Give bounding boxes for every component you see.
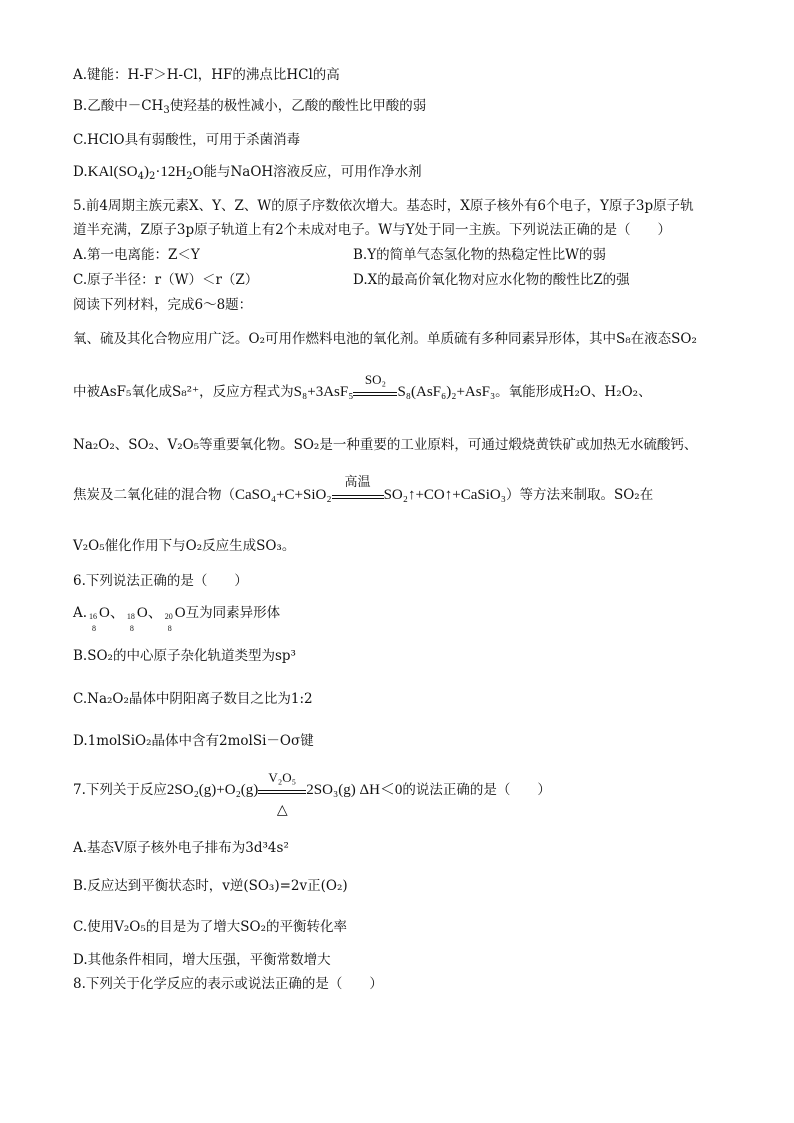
q6-a-label: A. — [73, 605, 88, 621]
q4-b-sub: 3 — [163, 105, 170, 116]
q4-b-text: B.乙酸中－CH — [73, 98, 164, 114]
q6-a-isotopes: 16 8 O、 18 8 O、 20 8 O — [89, 605, 186, 633]
reading-eq1-arrow — [353, 372, 397, 396]
q7-eq-right: 2SO₃(g) ΔH＜0 — [306, 782, 403, 798]
q7-stem-tail: 的说法正确的是（ ） — [402, 782, 551, 798]
q4-b-text-2: 使羟基的极性减小，乙酸的酸性比甲酸的弱 — [169, 98, 427, 114]
q5-stem-line1: 5.前4周期主族元素X、Y、Z、W的原子序数依次增大。基态时，X原子核外有6个电子，Y原子3p原子轨 — [73, 198, 694, 214]
reading-p4-text: 焦炭及二氧化硅的混合物（ — [73, 487, 235, 503]
q7-eq-arrow — [258, 770, 306, 818]
q7-option-d: D.其他条件相同，增大压强，平衡常数增大 — [73, 952, 331, 968]
reading-eq2-arrow — [332, 475, 384, 499]
reading-paragraph-line3: Na₂O₂、SO₂、V₂O₅等重要氧化物。SO₂是一种重要的工业原料，可通过煅烧黄铁矿或加热无水硫酸钙、 — [73, 437, 698, 453]
reading-eq1-right: S₈(AsF₆)₂+AsF₃ — [397, 384, 496, 400]
q4-d-sub2: 2 — [149, 171, 156, 182]
q7-option-b: B.反应达到平衡状态时，v逆(SO₃)=2v正(O₂) — [73, 878, 348, 894]
reading-p2-text: 中被AsF₅氧化成S₈²⁺，反应方程式为 — [73, 384, 294, 400]
q6-option-c: C.Na₂O₂晶体中阴阳离子数目之比为1:2 — [73, 691, 313, 707]
reading-eq2-condition: 高温 — [344, 475, 371, 490]
q4-option-b — [73, 97, 426, 115]
reading-intro: 阅读下列材料，完成6～8题： — [73, 297, 253, 313]
q4-option-d — [73, 163, 422, 181]
q7-stem-text: 7.下列关于反应 — [73, 782, 167, 798]
q7-eq-catalyst: V₂O₅ — [268, 770, 297, 785]
q4-d-subh: 2 — [186, 171, 193, 182]
q4-d-text: 能与NaOH溶液反应，可用作净水剂 — [203, 164, 422, 180]
q6-option-b: B.SO₂的中心原子杂化轨道类型为sp³ — [73, 648, 296, 664]
q5-stem-line2: 道半充满，Z原子3p原子轨道上有2个未成对电子。W与Y处于同一主族。下列说法正确的是（ ） — [73, 222, 671, 238]
q4-option-a: A.键能：H-F＞H-Cl，HF的沸点比HCl的高 — [73, 67, 340, 83]
q4-d-label: D. — [73, 164, 88, 180]
reading-paragraph-line2 — [73, 372, 652, 401]
q6-a-text: 互为同素异形体 — [185, 605, 281, 621]
reading-paragraph-line4 — [73, 475, 654, 504]
reading-p4-tail: ）等方法来制取。SO₂在 — [505, 487, 654, 503]
reading-eq1-condition: SO₂ — [364, 372, 387, 387]
q4-d-formula: KAl(SO — [87, 164, 138, 180]
q8-stem: 8.下列关于化学反应的表示或说法正确的是（ ） — [73, 976, 383, 992]
reading-p2-tail: 。氧能形成H₂O、H₂O₂、 — [495, 384, 652, 400]
reading-eq2-right: SO₂↑+CO↑+CaSiO₃ — [383, 487, 506, 503]
q6-stem: 6.下列说法正确的是（ ） — [73, 573, 248, 589]
reading-eq1-left: S₈+3AsF₅ — [293, 384, 354, 400]
q5-option-a: A.第一电离能：Z＜Y — [73, 247, 200, 263]
q4-d-close: ) — [144, 164, 150, 180]
reading-paragraph-line1: 氧、硫及其化合物应用广泛。O₂可用作燃料电池的氧化剂。单质硫有多种同素异形体，其中S₈在液态SO₂ — [73, 331, 697, 347]
q7-option-c: C.使用V₂O₅的目是为了增大SO₂的平衡转化率 — [73, 919, 348, 935]
q6-option-d: D.1molSiO₂晶体中含有2molSi－Oσ键 — [73, 733, 314, 749]
q4-option-c: C.HClO具有弱酸性，可用于杀菌消毒 — [73, 132, 301, 148]
reading-eq2-left: CaSO₄+C+SiO₂ — [235, 487, 332, 503]
q7-stem — [73, 770, 551, 818]
q5-option-d: D.X的最高价氧化物对应水化物的酸性比Z的强 — [353, 272, 630, 288]
q4-d-o: O — [192, 164, 204, 180]
q7-eq-left: 2SO₂(g)+O₂(g) — [166, 782, 259, 798]
q7-option-a: A.基态V原子核外电子排布为3d³4s² — [73, 840, 289, 856]
q6-option-a — [73, 604, 281, 633]
q7-eq-heat: △ — [276, 802, 288, 818]
q4-d-sub4: 4 — [137, 171, 145, 182]
reading-paragraph-line5: V₂O₅催化作用下与O₂反应生成SO₃。 — [73, 538, 296, 554]
q5-option-c: C.原子半径：r（W）＜r（Z） — [73, 272, 259, 288]
q5-option-b: B.Y的简单气态氢化物的热稳定性比W的弱 — [353, 247, 606, 263]
q4-d-mid: ·12H — [155, 164, 187, 180]
